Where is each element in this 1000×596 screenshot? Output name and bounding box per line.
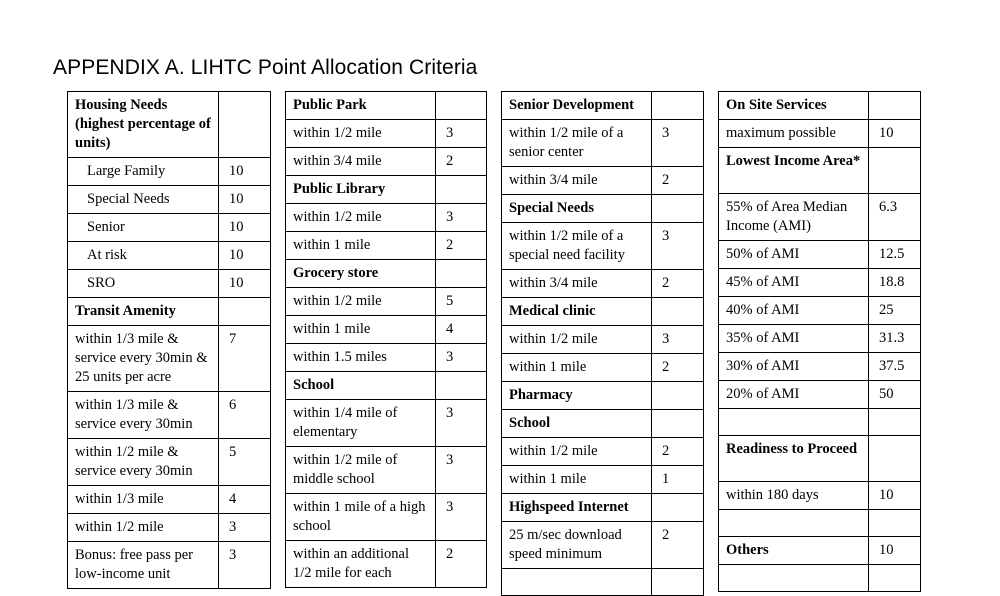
section-header-label: Lowest Income Area* (719, 148, 869, 194)
criterion-label: within 1.5 miles (286, 344, 436, 372)
points-value: 7 (219, 326, 271, 392)
section-header-row (68, 92, 271, 158)
table-row (286, 288, 487, 316)
criterion-label: within 1/3 mile & service every 30min (68, 392, 219, 439)
criterion-label: Special Needs (68, 186, 219, 214)
section-header-label: Others (719, 537, 869, 565)
criterion-label: within 1/2 mile (502, 326, 652, 354)
criterion-label: 50% of AMI (719, 241, 869, 269)
section-header-row (719, 436, 921, 482)
table-row (286, 400, 487, 447)
table-row (68, 439, 271, 486)
points-value: 6.3 (869, 194, 921, 241)
section-header-row (502, 494, 704, 522)
table-row (286, 541, 487, 588)
points-value: 10 (219, 242, 271, 270)
points-value: 10 (219, 158, 271, 186)
table-row (286, 447, 487, 494)
table-row (68, 242, 271, 270)
table-row (719, 325, 921, 353)
points-value (869, 92, 921, 120)
criterion-label: 25 m/sec download speed minimum (502, 522, 652, 569)
points-value: 37.5 (869, 353, 921, 381)
table-row (502, 326, 704, 354)
criterion-label: within 1/2 mile (286, 204, 436, 232)
criterion-label: 20% of AMI (719, 381, 869, 409)
points-value: 3 (436, 204, 487, 232)
points-value: 31.3 (869, 325, 921, 353)
section-header-row (719, 148, 921, 194)
points-value: 3 (652, 120, 704, 167)
points-value: 3 (652, 326, 704, 354)
points-value (869, 510, 921, 537)
section-header-row (502, 410, 704, 438)
table-row (502, 223, 704, 270)
criterion-label (502, 569, 652, 596)
points-value: 4 (219, 486, 271, 514)
section-header-label: Special Needs (502, 195, 652, 223)
table-row (719, 381, 921, 409)
criterion-label: 55% of Area Median Income (AMI) (719, 194, 869, 241)
section-header-label: School (286, 372, 436, 400)
points-value: 10 (869, 482, 921, 510)
points-value: 2 (652, 270, 704, 298)
points-value (652, 298, 704, 326)
section-header-row (719, 92, 921, 120)
points-value (652, 494, 704, 522)
points-value: 2 (652, 438, 704, 466)
points-value: 4 (436, 316, 487, 344)
table-row (719, 510, 921, 537)
points-value: 2 (652, 522, 704, 569)
points-value: 10 (869, 537, 921, 565)
criterion-label (719, 409, 869, 436)
points-value: 2 (436, 232, 487, 260)
criterion-label: 40% of AMI (719, 297, 869, 325)
table-row (502, 438, 704, 466)
points-value: 3 (652, 223, 704, 270)
section-header-row (68, 298, 271, 326)
points-value (219, 92, 271, 158)
section-header-row (286, 372, 487, 400)
table-row (502, 569, 704, 596)
table-row (719, 120, 921, 148)
points-value (652, 195, 704, 223)
criterion-label: within 1 mile of a high school (286, 494, 436, 541)
points-value (436, 372, 487, 400)
points-value: 18.8 (869, 269, 921, 297)
points-value: 1 (652, 466, 704, 494)
criterion-label: within 3/4 mile (286, 148, 436, 176)
section-header-row (286, 176, 487, 204)
table-row (502, 167, 704, 195)
table-row (502, 354, 704, 382)
table-row (68, 186, 271, 214)
points-value (869, 148, 921, 194)
table-row (719, 482, 921, 510)
table-row (286, 204, 487, 232)
points-value (869, 436, 921, 482)
points-value (652, 92, 704, 120)
criterion-label: within 1/2 mile (286, 288, 436, 316)
criterion-label: within 1/2 mile (286, 120, 436, 148)
table-row (68, 214, 271, 242)
criterion-label: within 1/2 mile of a senior center (502, 120, 652, 167)
section-header-label: On Site Services (719, 92, 869, 120)
criteria-table-housing-transit (67, 91, 271, 589)
points-value: 5 (219, 439, 271, 486)
points-value: 3 (219, 514, 271, 542)
criteria-table-amenities (285, 91, 487, 588)
section-header-row (286, 260, 487, 288)
criterion-label: within 1/3 mile (68, 486, 219, 514)
table-row (286, 148, 487, 176)
criterion-label: within 1/2 mile (68, 514, 219, 542)
table-row (286, 344, 487, 372)
criterion-label: maximum possible (719, 120, 869, 148)
points-value (436, 260, 487, 288)
criterion-label: 45% of AMI (719, 269, 869, 297)
table-row (719, 269, 921, 297)
table-row (719, 565, 921, 592)
points-value: 3 (436, 400, 487, 447)
points-value: 3 (436, 344, 487, 372)
criterion-label: within 1/4 mile of elementary (286, 400, 436, 447)
criterion-label: Large Family (68, 158, 219, 186)
points-value: 2 (436, 148, 487, 176)
section-header-row (719, 537, 921, 565)
criterion-label: within 1/2 mile (502, 438, 652, 466)
points-value: 3 (436, 494, 487, 541)
section-header-label: School (502, 410, 652, 438)
points-value: 2 (652, 167, 704, 195)
criterion-label: within an additional 1/2 mile for each (286, 541, 436, 588)
points-value: 12.5 (869, 241, 921, 269)
table-row (719, 353, 921, 381)
points-value (652, 410, 704, 438)
criterion-label (719, 565, 869, 592)
section-header-label: Highspeed Internet (502, 494, 652, 522)
criterion-label: within 1 mile (286, 316, 436, 344)
points-value: 3 (436, 120, 487, 148)
points-value: 10 (219, 270, 271, 298)
section-header-label: Housing Needs (highest percentage of units) (68, 92, 219, 158)
points-value (652, 382, 704, 410)
points-value: 6 (219, 392, 271, 439)
table-row (719, 194, 921, 241)
section-header-row (502, 298, 704, 326)
section-header-label: Grocery store (286, 260, 436, 288)
table-row (719, 409, 921, 436)
criterion-label: within 1 mile (502, 466, 652, 494)
points-value: 2 (436, 541, 487, 588)
section-header-label: Senior Development (502, 92, 652, 120)
criterion-label: within 1 mile (286, 232, 436, 260)
points-value: 10 (219, 214, 271, 242)
table-row (286, 316, 487, 344)
points-value: 2 (652, 354, 704, 382)
criterion-label: Senior (68, 214, 219, 242)
section-header-row (502, 382, 704, 410)
table-row (719, 297, 921, 325)
table-row (502, 522, 704, 569)
points-value: 10 (219, 186, 271, 214)
section-header-label: Transit Amenity (68, 298, 219, 326)
page-title: APPENDIX A. LIHTC Point Allocation Criteria (53, 56, 478, 79)
section-header-label: Pharmacy (502, 382, 652, 410)
criterion-label: within 1/2 mile of middle school (286, 447, 436, 494)
criterion-label: 35% of AMI (719, 325, 869, 353)
points-value: 3 (219, 542, 271, 589)
points-value (869, 409, 921, 436)
table-row (502, 270, 704, 298)
table-row (68, 486, 271, 514)
section-header-label: Readiness to Proceed (719, 436, 869, 482)
criterion-label: within 1/3 mile & service every 30min & 25 units per acre (68, 326, 219, 392)
table-row (502, 466, 704, 494)
points-value (436, 92, 487, 120)
table-row (502, 120, 704, 167)
criterion-label: Bonus: free pass per low-income unit (68, 542, 219, 589)
section-header-row (502, 92, 704, 120)
points-value (652, 569, 704, 596)
section-header-label: Public Library (286, 176, 436, 204)
section-header-label: Medical clinic (502, 298, 652, 326)
table-row (286, 120, 487, 148)
table-row (68, 542, 271, 589)
table-row (286, 494, 487, 541)
criterion-label: within 3/4 mile (502, 167, 652, 195)
criterion-label: within 180 days (719, 482, 869, 510)
criterion-label: At risk (68, 242, 219, 270)
criterion-label: within 1 mile (502, 354, 652, 382)
points-value (219, 298, 271, 326)
table-row (68, 158, 271, 186)
table-row (719, 241, 921, 269)
table-row (68, 326, 271, 392)
table-row (68, 392, 271, 439)
points-value: 10 (869, 120, 921, 148)
criterion-label: SRO (68, 270, 219, 298)
table-row (68, 514, 271, 542)
criterion-label: within 3/4 mile (502, 270, 652, 298)
table-row (286, 232, 487, 260)
points-value (869, 565, 921, 592)
criteria-table-services-health (501, 91, 704, 596)
section-header-label: Public Park (286, 92, 436, 120)
points-value (436, 176, 487, 204)
criteria-table-income-readiness (718, 91, 921, 592)
points-value: 5 (436, 288, 487, 316)
criterion-label (719, 510, 869, 537)
criterion-label: 30% of AMI (719, 353, 869, 381)
points-value: 25 (869, 297, 921, 325)
table-row (68, 270, 271, 298)
criterion-label: within 1/2 mile of a special need facility (502, 223, 652, 270)
criterion-label: within 1/2 mile & service every 30min (68, 439, 219, 486)
points-value: 50 (869, 381, 921, 409)
section-header-row (286, 92, 487, 120)
section-header-row (502, 195, 704, 223)
points-value: 3 (436, 447, 487, 494)
